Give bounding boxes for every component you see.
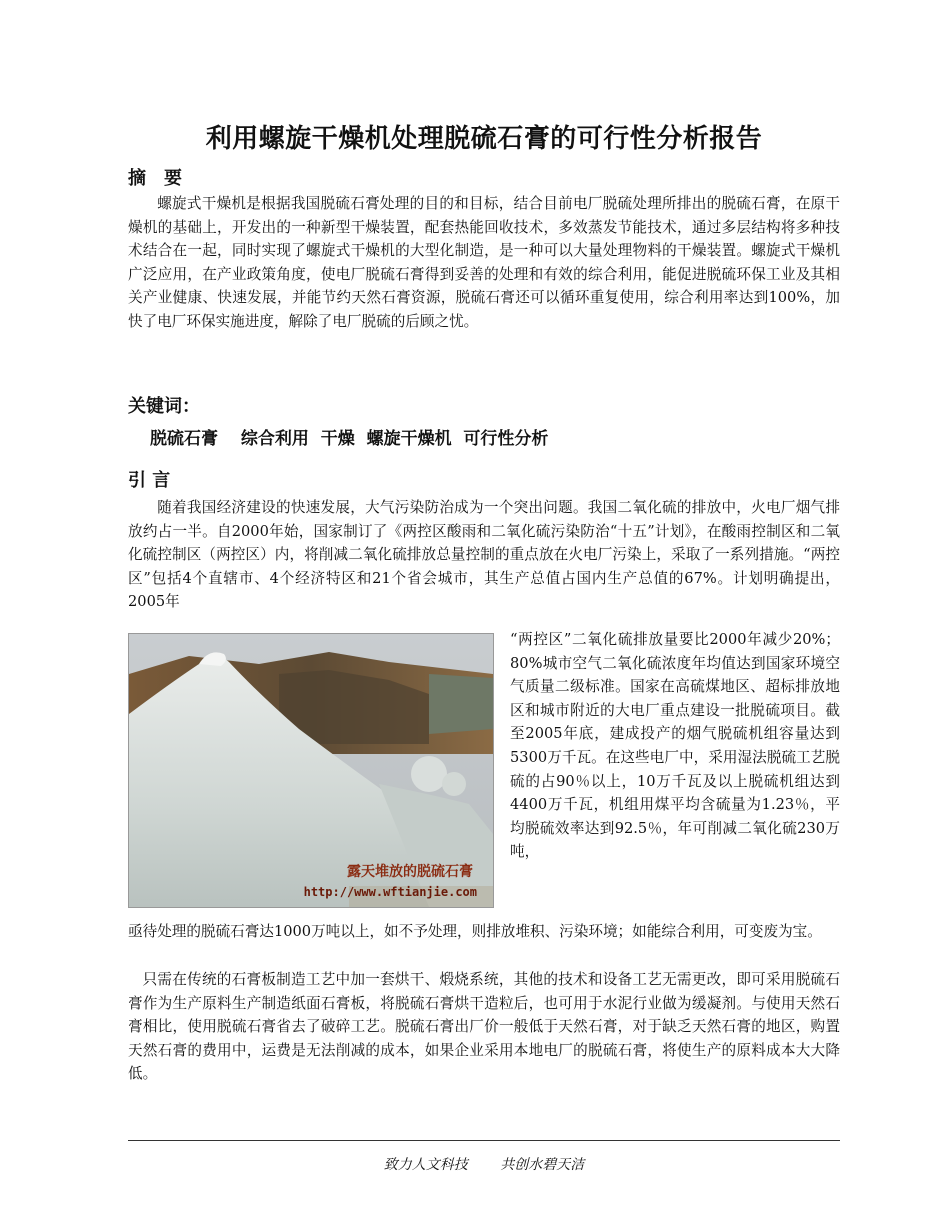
keywords-list: 脱硫石膏 综合利用 干燥 螺旋干燥机 可行性分析: [150, 429, 549, 449]
intro-paragraph-1: 随着我国经济建设的快速发展，大气污染防治成为一个突出问题。我国二氧化硫的排放中，火电厂烟气排放约占一半。自2000年始，国家制订了《两控区酸雨和二氧化硫污染防治“十五”计划》，在酸雨控制区和二氧化硫控制区（两控区）内，将削减二氧化硫排放总量控制的重点放在火电厂污染上，采取了一系列措施。“两控区”包括4个直辖市、4个经济特区和21个省会城市，其生产总值占国内生产总值的67%。计划明确提出，2005年: [128, 499, 840, 611]
footer-slogan: 致力人文科技 共创水碧天洁: [383, 1157, 585, 1173]
intro-wrap-text: “两控区”二氧化硫排放量要比2000年减少20%；80%城市空气二氧化硫浓度年均值达到国家环境空气质量二级标准。国家在高硫煤地区、超标排放地区和城市附近的大电厂重点建设一批脱硫项目。截至2005年底，建成投产的烟气脱硫机组容量达到5300万千瓦。在这些电厂中，采用湿法脱硫工艺脱硫的占90％以上，10万千瓦及以上脱硫机组达到4400万千瓦，机组用煤平均含硫量为1.23％，平均脱硫效率达到92.5％，年可削减二氧化硫230万吨，: [510, 631, 840, 861]
abstract-heading: 摘 要: [128, 168, 182, 189]
abstract-text: 螺旋式干燥机是根据我国脱硫石膏处理的目的和目标，结合目前电厂脱硫处理所排出的脱硫石膏，在原干燥机的基础上，开发出的一种新型干燥装置，配套热能回收技术，多效蒸发节能技术，通过多层结构将多种技术结合在一起，同时实现了螺旋式干燥机的大型化制造，是一种可以大量处理物料的干燥装置。螺旋式干燥机广泛应用，在产业政策角度，使电厂脱硫石膏得到妥善的处理和有效的综合利用，能促进脱硫环保工业及其相关产业健康、快速发展，并能节约天然石膏资源，脱硫石膏还可以循环重复使用，综合利用率达到100%，加快了电厂环保实施进度，解除了电厂脱硫的后顾之忧。: [128, 195, 840, 330]
intro-continuation: 亟待处理的脱硫石膏达1000万吨以上，如不予处理，则排放堆积、污染环境；如能综合利用，可变废为宝。: [128, 923, 822, 940]
document-title: 利用螺旋干燥机处理脱硫石膏的可行性分析报告: [205, 124, 763, 154]
footer-divider: [128, 1140, 840, 1141]
gypsum-pile-photo: [128, 633, 494, 908]
intro-heading: 引 言: [128, 470, 171, 491]
photo-caption: 露天堆放的脱硫石膏: [347, 864, 473, 880]
keywords-heading: 关键词：: [128, 396, 200, 417]
photo-watermark-url: http://www.wftianjie.com: [303, 885, 477, 899]
intro-paragraph-2: 只需在传统的石膏板制造工艺中加一套烘干、煅烧系统，其他的技术和设备工艺无需更改，即可采用脱硫石膏作为生产原料生产制造纸面石膏板，将脱硫石膏烘干造粒后，也可用于水泥行业做为缓凝剂。与使用天然石膏相比，使用脱硫石膏省去了破碎工艺。脱硫石膏出厂价一般低于天然石膏，对于缺乏天然石膏的地区，购置天然石膏的费用中，运费是无法削减的成本，如果企业采用本地电厂的脱硫石膏，将使生产的原料成本大大降低。: [128, 971, 840, 1083]
